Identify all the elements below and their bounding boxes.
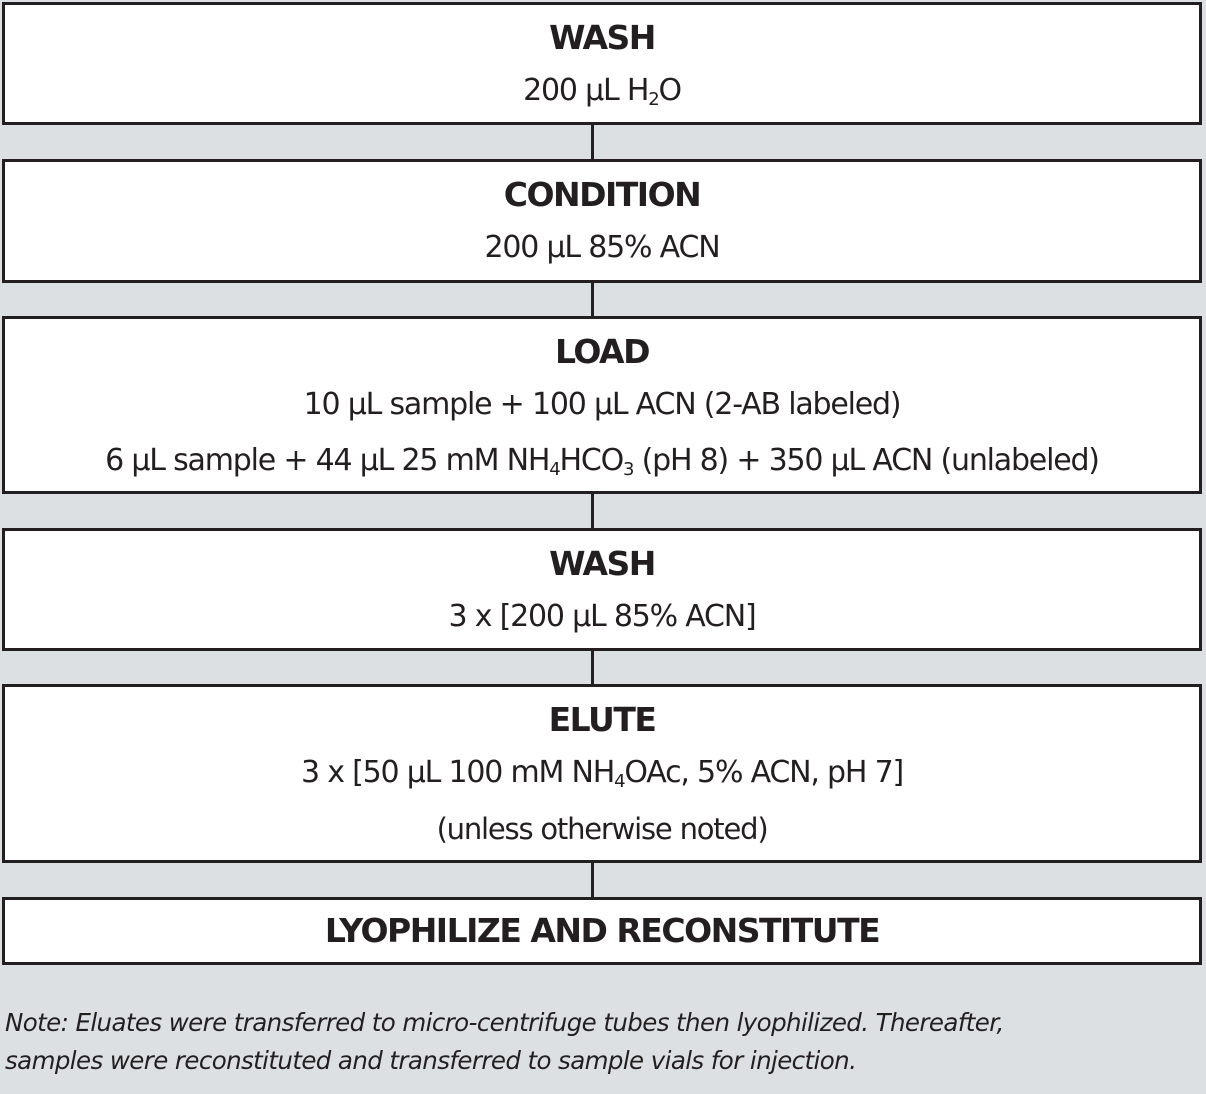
step-line	[5, 801, 1199, 857]
text-run: (unless otherwise noted)	[436, 812, 768, 846]
text-run: 3 x [50 µL 100 mM NH	[301, 755, 615, 790]
step-line	[5, 589, 1199, 645]
step-title: WASH	[549, 18, 655, 57]
connector-condition-load	[591, 281, 594, 318]
text-run: 200 µL 85% ACN	[484, 230, 720, 265]
step-title: ELUTE	[548, 700, 656, 739]
text-run: 6 µL sample + 44 µL 25 mM NH	[105, 443, 550, 478]
step-title: LOAD	[555, 332, 649, 371]
text-run: 3 x [200 µL 85% ACN]	[448, 599, 756, 634]
text-run: 10 µL sample + 100 µL ACN (2-AB labeled)	[303, 387, 901, 422]
connector-wash-condition	[591, 123, 594, 161]
step-line	[5, 63, 1199, 119]
step-line	[5, 433, 1199, 489]
step-title: WASH	[549, 544, 655, 583]
text-run: HCO	[559, 443, 624, 478]
text-run: O	[658, 73, 681, 108]
subscript: 2	[648, 89, 659, 111]
footnote-line-1: Note: Eluates were transferred to micro-centrifuge tubes then lyophilized. Thereafter,	[5, 1008, 1004, 1037]
step-wash-2	[2, 528, 1202, 651]
subscript: 4	[549, 459, 560, 481]
connector-wash-elute	[591, 649, 594, 686]
subscript: 3	[623, 459, 634, 481]
step-elute	[2, 684, 1202, 863]
step-line	[5, 220, 1199, 276]
step-wash-1	[2, 2, 1202, 125]
text-run: 200 µL H	[523, 73, 649, 108]
subscript: 4	[614, 771, 625, 793]
text-run: (pH 8) + 350 µL ACN (unlabeled)	[633, 443, 1099, 478]
step-condition	[2, 159, 1202, 283]
step-title: LYOPHILIZE AND RECONSTITUTE	[324, 911, 880, 950]
footnote-line-2: samples were reconstituted and transferred to sample vials for injection.	[5, 1046, 857, 1075]
connector-elute-lyophilize	[591, 861, 594, 899]
step-load	[2, 316, 1202, 494]
text-run: OAc, 5% ACN, pH 7]	[624, 755, 903, 790]
step-title: CONDITION	[503, 175, 701, 214]
connector-load-wash	[591, 492, 594, 530]
step-lyophilize	[2, 897, 1202, 965]
footnote	[5, 1004, 1201, 1080]
step-line	[5, 745, 1199, 801]
step-line	[5, 377, 1199, 433]
